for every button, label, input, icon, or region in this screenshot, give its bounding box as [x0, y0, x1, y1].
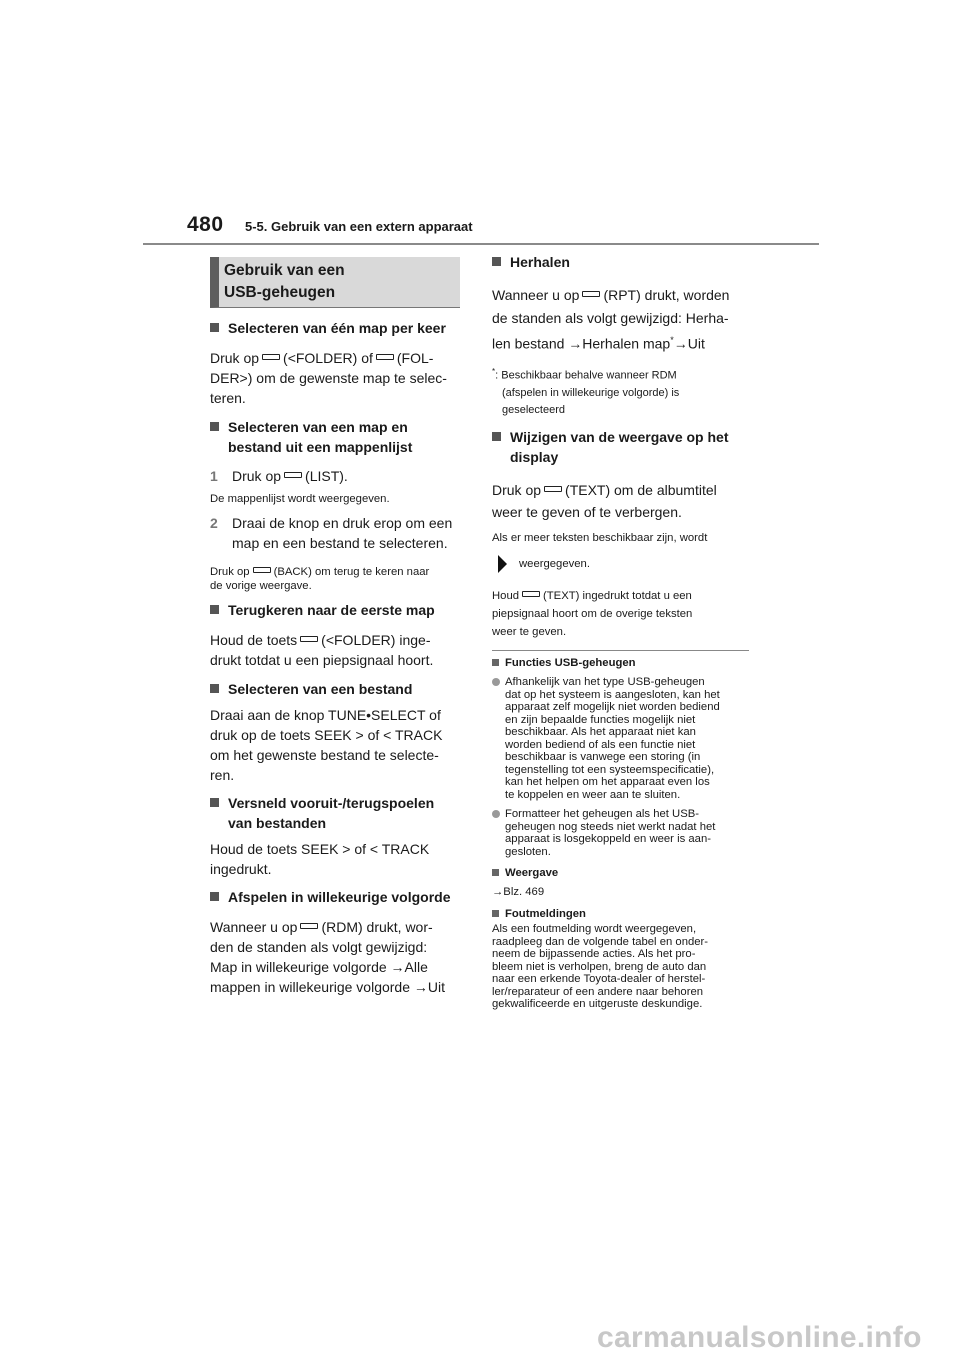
topic-box [210, 257, 460, 308]
more-texts-note-2: weergegeven. [492, 555, 750, 573]
paragraph-fast-forward: Houd de toets SEEK > of < TRACK ingedrukt. [210, 841, 430, 877]
button-icon [300, 923, 318, 929]
watermark: carmanualsonline.info [597, 1321, 922, 1354]
note-bullet-1: Afhankelijk van het type USB-geheugen dat op het systeem is aangesloten, kan het apparaat zelf mogelijk niet worden bediend en zijn bepaalde functies mogelijk niet beschikbaar. Als het apparaat niet kan worden bediend of als een functie niet beschikbaar is vanwege een storing (in tegenstelling tot een systeemspecificatie), kan het helpen om het apparaat even los te koppelen en weer aan te sluiten. [492, 676, 750, 801]
playback-page-ref[interactable]: →Blz. 469 [492, 886, 545, 898]
back-note: Druk op (BACK) om terug te keren naar de vorige weergave. [210, 566, 430, 592]
paragraph-select-file: Draai aan de knop TUNE•SELECT of druk op de toets SEEK > of < TRACK om het gewenste bestand te selecte- ren. [210, 707, 443, 783]
square-bullet-icon [492, 869, 499, 876]
right-column [492, 252, 750, 641]
square-bullet-icon [210, 605, 219, 614]
square-bullet-icon [210, 892, 219, 901]
button-icon [300, 636, 318, 642]
notes-section [492, 656, 750, 1011]
note-heading-error-messages: Foutmeldingen [492, 907, 750, 921]
button-icon [376, 354, 394, 360]
topic-title-line1: Gebruik van een [224, 262, 345, 279]
button-icon [582, 291, 600, 297]
step-1-note: De mappenlijst wordt weergegeven. [210, 493, 390, 505]
page-number: 480 [187, 213, 224, 236]
footnote: *: Beschikbaar behalve wanneer RDM (afspelen in willekeurige volgorde) is geselecteerd [492, 367, 680, 416]
button-icon [253, 567, 271, 573]
paragraph-return-first-folder: Houd de toets (<FOLDER) inge- drukt totdat u een piepsignaal hoort. [210, 632, 434, 668]
heading-select-from-list: Selecteren van een map en bestand uit een mappenlijst [210, 417, 468, 457]
square-bullet-icon [492, 910, 499, 917]
step-1: 1 Druk op (LIST). [210, 468, 348, 484]
topic-title-line2: USB-geheugen [224, 284, 336, 301]
heading-select-file: Selecteren van een bestand [210, 679, 468, 699]
left-column [210, 257, 468, 997]
heading-random-play: Afspelen in willekeurige volgorde [210, 887, 468, 907]
notes-divider [492, 650, 749, 651]
step-2: 2 Draai de knop en druk erop om een map en een bestand te selecteren. [210, 515, 453, 551]
round-bullet-icon [492, 810, 500, 818]
square-bullet-icon [492, 257, 501, 266]
header-rule [143, 243, 819, 245]
note-heading-playback: Weergave [492, 866, 750, 880]
more-texts-note: Als er meer teksten beschikbaar zijn, wordt [492, 531, 708, 544]
square-bullet-icon [210, 422, 219, 431]
paragraph-select-folder: Druk op (<FOLDER) of (FOL- DER>) om de gewenste map te selec- teren. [210, 350, 447, 406]
round-bullet-icon [492, 678, 500, 686]
button-icon [284, 472, 302, 478]
heading-select-one-folder: Selecteren van één map per keer [210, 318, 468, 338]
heading-repeat: Herhalen [492, 252, 750, 272]
section-title: 5-5. Gebruik van een extern apparaat [245, 219, 473, 234]
paragraph-change-display: Druk op (TEXT) om de albumtitel weer te geven of te verbergen. [492, 481, 717, 520]
button-icon [262, 354, 280, 360]
heading-fast-forward: Versneld vooruit-/terugspoelen van bestanden [210, 793, 468, 833]
note-bullet-2: Formatteer het geheugen als het USB- geheugen nog steeds niet werkt nadat het apparaat is losgekoppeld en weer is aan- gesloten. [492, 808, 750, 858]
note-heading-usb-functions: Functies USB-geheugen [492, 656, 750, 670]
heading-change-display: Wijzigen van de weergave op het display [492, 427, 750, 467]
button-icon [522, 591, 540, 597]
paragraph-repeat: Wanneer u op (RPT) drukt, worden de standen als volgt gewijzigd: Herha- len bestand →Herhalen map*→Uit [492, 287, 730, 352]
square-bullet-icon [210, 684, 219, 693]
more-text-arrow-icon [498, 555, 507, 573]
square-bullet-icon [210, 323, 219, 332]
square-bullet-icon [492, 659, 499, 666]
error-messages-text: Als een foutmelding wordt weergegeven, raadpleeg dan de volgende tabel en onder- neem de bijpassende acties. Als het pro- bleem niet is verholpen, breng de auto dan naar een erkende Toyota-dealer of herstel- ler/reparateur of een andere naar behoren gekwalificeerde en uitgeruste deskundige. [492, 923, 709, 1010]
square-bullet-icon [210, 798, 219, 807]
square-bullet-icon [492, 432, 501, 441]
hold-text-note: Houd (TEXT) ingedrukt totdat u een piepsignaal hoort om de overige teksten weer te geven. [492, 589, 693, 638]
heading-return-first-folder: Terugkeren naar de eerste map [210, 600, 468, 620]
button-icon [544, 486, 562, 492]
paragraph-random-play: Wanneer u op (RDM) drukt, wor- den de standen als volgt gewijzigd: Map in willekeurige volgorde →Alle mappen in willekeurige volgorde →Uit [210, 919, 446, 995]
